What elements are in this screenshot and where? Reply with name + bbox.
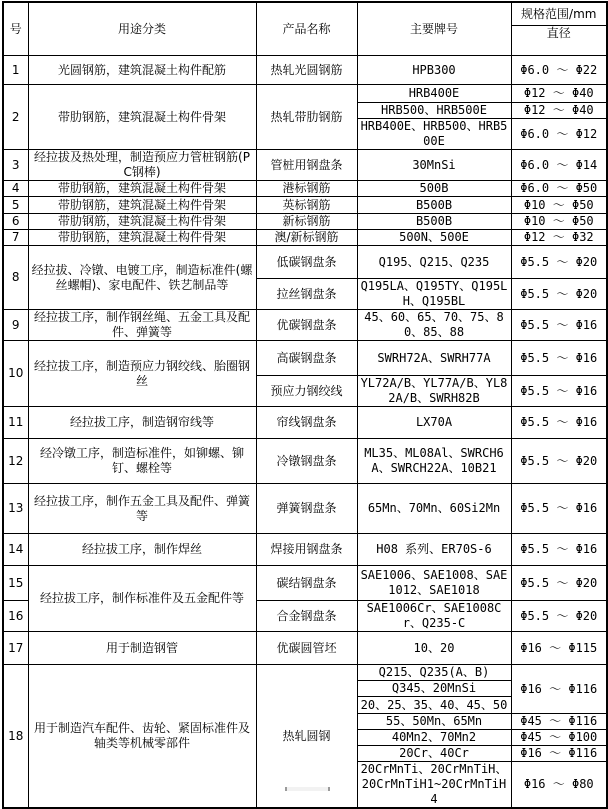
- cell-product-name: 冷镦钢盘条: [256, 439, 357, 484]
- cell-usage: 经拉拔及热处理，制造预应力管桩钢筋(PC钢棒): [28, 150, 256, 181]
- cell-row-number: 3: [3, 150, 28, 181]
- cell-diameter: Φ6.0 ～ Φ50: [511, 181, 607, 197]
- cell-product-name: 预应力钢绞线: [256, 376, 357, 407]
- header-spec-range: 规格范围/mm: [511, 2, 607, 26]
- steel-products-table: [2, 1, 608, 809]
- cell-product-name: 焊接用钢盘条: [256, 534, 357, 566]
- header-grade: 主要牌号: [357, 2, 511, 56]
- cell-product-name: 低碳钢盘条: [256, 246, 357, 279]
- cell-usage: 经拉拔、冷镦、电镀工序，制造标准件(螺丝螺帽)、家电配件、铁艺制品等: [28, 246, 256, 310]
- cell-diameter: Φ5.5 ～ Φ16: [511, 310, 607, 341]
- cell-product-name: 优碳圆管坯: [256, 632, 357, 665]
- cell-product-name: 优碳钢盘条: [256, 310, 357, 341]
- cell-grade: Q345、20MnSi: [357, 681, 511, 697]
- cell-grade: Q195、Q215、Q235: [357, 246, 511, 279]
- cell-product-name: 澳/新标钢筋: [256, 230, 357, 246]
- cell-product-name: 拉丝钢盘条: [256, 279, 357, 310]
- cell-row-number: 11: [3, 407, 28, 439]
- cell-row-number: 2: [3, 85, 28, 150]
- cell-grade: SAE1006Cr、SAE1008Cr、Q235-C: [357, 601, 511, 632]
- cell-grade: B500B: [357, 214, 511, 230]
- cell-diameter: Φ5.5 ～ Φ20: [511, 566, 607, 601]
- cell-diameter: Φ6.0 ～ Φ22: [511, 56, 607, 85]
- header-usage: 用途分类: [28, 2, 256, 56]
- cell-usage: 用于制造钢管: [28, 632, 256, 665]
- cell-diameter: Φ5.5 ～ Φ20: [511, 439, 607, 484]
- cell-usage: 光圆钢筋，建筑混凝土构件配筋: [28, 56, 256, 85]
- cell-diameter: Φ5.5 ～ Φ20: [511, 279, 607, 310]
- cell-row-number: 18: [3, 665, 28, 809]
- cell-grade: HRB400E: [357, 85, 511, 103]
- cell-grade: 20、25、35、40、45、50: [357, 697, 511, 714]
- cell-diameter: Φ6.0 ～ Φ14: [511, 150, 607, 181]
- cell-grade: 65Mn、70Mn、60Si2Mn: [357, 484, 511, 534]
- cell-grade: Q195LA、Q195TY、Q195LH、Q195BL: [357, 279, 511, 310]
- cell-usage: 用于制造汽车配件、齿轮、紧固标准件及轴类等机械零部件: [28, 665, 256, 809]
- cell-grade: HRB400E、HRB500、HRB500E: [357, 119, 511, 150]
- cell-usage: 经拉拔工序，制作钢丝绳、五金工具及配件、弹簧等: [28, 310, 256, 341]
- cell-diameter: Φ5.5 ～ Φ16: [511, 534, 607, 566]
- cell-grade: 40Mn2、70Mn2: [357, 730, 511, 746]
- cell-diameter: Φ12 ～ Φ32: [511, 230, 607, 246]
- cell-grade: 10、20: [357, 632, 511, 665]
- cell-grade: SAE1006、SAE1008、SAE1012、SAE1018: [357, 566, 511, 601]
- cell-diameter: Φ12 ～ Φ40: [511, 103, 607, 119]
- cell-grade: Q215、Q235(A、B): [357, 665, 511, 681]
- cell-grade: 45、60、65、70、75、80、85、88: [357, 310, 511, 341]
- cell-diameter: Φ10 ～ Φ50: [511, 197, 607, 214]
- cell-grade: 55、50Mn、65Mn: [357, 714, 511, 730]
- cell-diameter: Φ5.5 ～ Φ16: [511, 407, 607, 439]
- cell-diameter: Φ16 ～ Φ116: [511, 746, 607, 762]
- cell-usage: 带肋钢筋，建筑混凝土构件骨架: [28, 197, 256, 214]
- cell-row-number: 9: [3, 310, 28, 341]
- cell-grade: LX70A: [357, 407, 511, 439]
- table-body: [3, 56, 607, 809]
- cell-diameter: Φ12 ～ Φ40: [511, 85, 607, 103]
- cell-grade: B500B: [357, 197, 511, 214]
- cell-diameter: Φ5.5 ～ Φ20: [511, 601, 607, 632]
- cell-grade: 500B: [357, 181, 511, 197]
- cell-usage: 经拉拔工序，制造钢帘线等: [28, 407, 256, 439]
- cell-diameter: Φ5.5 ～ Φ16: [511, 376, 607, 407]
- cell-grade: ML35、ML08Al、SWRCH6A、SWRCH22A、10B21: [357, 439, 511, 484]
- cell-product-name: 新标钢筋: [256, 214, 357, 230]
- cell-product-name: 热轧光圆钢筋: [256, 56, 357, 85]
- cell-row-number: 8: [3, 246, 28, 310]
- cell-grade: 20CrMnTi、20CrMnTiH、20CrMnTiH1~20CrMnTiH4: [357, 762, 511, 809]
- cell-row-number: 6: [3, 214, 28, 230]
- cell-product-name: 高碳钢盘条: [256, 341, 357, 376]
- header-diameter: 直径: [511, 26, 607, 56]
- cell-diameter: Φ16 ～ Φ116: [511, 665, 607, 714]
- cell-usage: 经冷镦工序，制造标准件，如铆螺、铆钉、螺栓等: [28, 439, 256, 484]
- cell-usage: 带肋钢筋，建筑混凝土构件骨架: [28, 85, 256, 150]
- horizontal-scrollbar-fragment[interactable]: [285, 787, 330, 791]
- cell-row-number: 7: [3, 230, 28, 246]
- cell-row-number: 4: [3, 181, 28, 197]
- cell-row-number: 5: [3, 197, 28, 214]
- cell-grade: HPB300: [357, 56, 511, 85]
- header-product-name: 产品名称: [256, 2, 357, 56]
- cell-product-name: 英标钢筋: [256, 197, 357, 214]
- cell-usage: 带肋钢筋，建筑混凝土构件骨架: [28, 230, 256, 246]
- cell-usage: 经拉拔工序，制作标准件及五金配件等: [28, 566, 256, 632]
- cell-product-name: 帘线钢盘条: [256, 407, 357, 439]
- cell-usage: 带肋钢筋，建筑混凝土构件骨架: [28, 181, 256, 197]
- cell-grade: 30MnSi: [357, 150, 511, 181]
- cell-product-name: 港标钢筋: [256, 181, 357, 197]
- cell-diameter: Φ6.0 ～ Φ12: [511, 119, 607, 150]
- cell-usage: 经拉拔工序，制作焊丝: [28, 534, 256, 566]
- cell-grade: H08 系列、ER70S-6: [357, 534, 511, 566]
- cell-product-name: 弹簧钢盘条: [256, 484, 357, 534]
- cell-diameter: Φ16 ～ Φ80: [511, 762, 607, 809]
- cell-grade: YL72A/B、YL77A/B、YL82A/B、SWRH82B: [357, 376, 511, 407]
- cell-grade: 20Cr、40Cr: [357, 746, 511, 762]
- cell-grade: SWRH72A、SWRH77A: [357, 341, 511, 376]
- cell-product-name: 合金钢盘条: [256, 601, 357, 632]
- cell-row-number: 1: [3, 56, 28, 85]
- cell-usage: 经拉拔工序，制造预应力钢绞线、胎圈钢丝: [28, 341, 256, 407]
- cell-diameter: Φ45 ～ Φ100: [511, 730, 607, 746]
- cell-row-number: 10: [3, 341, 28, 407]
- cell-row-number: 15: [3, 566, 28, 601]
- cell-diameter: Φ5.5 ～ Φ16: [511, 484, 607, 534]
- header-row-number: 号: [3, 2, 28, 56]
- cell-usage: 带肋钢筋，建筑混凝土构件骨架: [28, 214, 256, 230]
- cell-grade: 500N、500E: [357, 230, 511, 246]
- cell-row-number: 14: [3, 534, 28, 566]
- cell-row-number: 12: [3, 439, 28, 484]
- cell-usage: 经拉拔工序，制作五金工具及配件、弹簧等: [28, 484, 256, 534]
- cell-diameter: Φ16 ～ Φ115: [511, 632, 607, 665]
- cell-diameter: Φ5.5 ～ Φ16: [511, 341, 607, 376]
- cell-grade: HRB500、HRB500E: [357, 103, 511, 119]
- cell-diameter: Φ10 ～ Φ50: [511, 214, 607, 230]
- cell-diameter: Φ45 ～ Φ116: [511, 714, 607, 730]
- cell-product-name: 碳结钢盘条: [256, 566, 357, 601]
- cell-row-number: 17: [3, 632, 28, 665]
- cell-product-name: 管桩用钢盘条: [256, 150, 357, 181]
- cell-product-name: 热轧圆钢: [256, 665, 357, 809]
- cell-row-number: 16: [3, 601, 28, 632]
- cell-diameter: Φ5.5 ～ Φ20: [511, 246, 607, 279]
- cell-product-name: 热轧带肋钢筋: [256, 85, 357, 150]
- cell-row-number: 13: [3, 484, 28, 534]
